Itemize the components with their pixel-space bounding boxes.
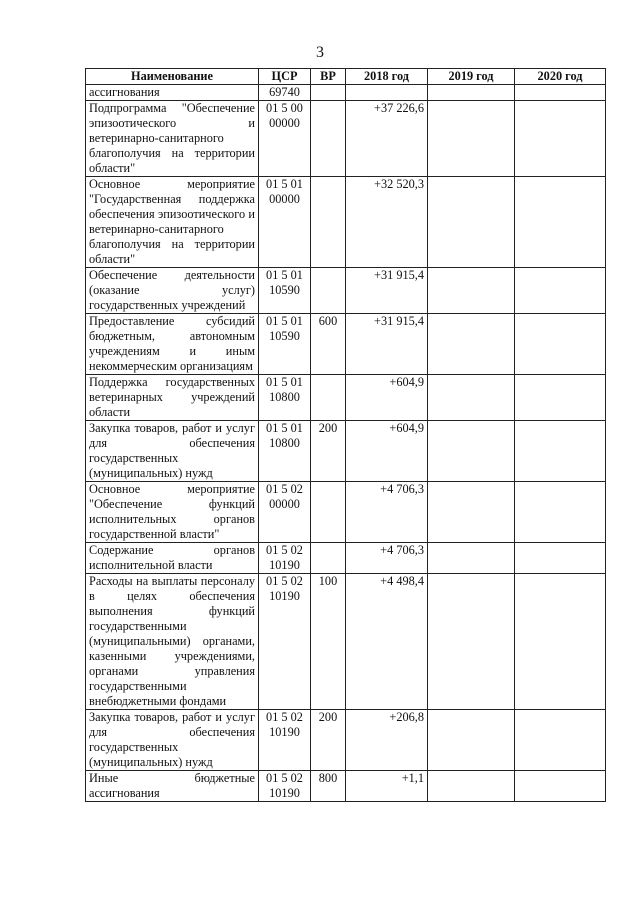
- row-2019: [428, 421, 515, 482]
- row-vr: 100: [311, 574, 346, 710]
- row-csr-code: 01 5 01: [266, 177, 303, 191]
- row-csr-code: 01 5 02: [266, 710, 303, 724]
- row-name: Закупка товаров, работ и услуг для обеспечения государственных (муниципальных) нужд: [86, 710, 259, 771]
- row-2018: +604,9: [346, 421, 428, 482]
- row-vr: [311, 101, 346, 177]
- row-csr-suffix: 10190: [269, 725, 300, 739]
- row-2020: [515, 771, 606, 802]
- row-csr-code: 01 5 00: [266, 101, 303, 115]
- table-row: [86, 710, 606, 771]
- table-row-continued: [86, 85, 606, 101]
- table-row: [86, 314, 606, 375]
- row-csr: 69740: [259, 85, 311, 101]
- row-2018: +37 226,6: [346, 101, 428, 177]
- row-csr-suffix: 10800: [269, 390, 300, 404]
- row-csr: [259, 268, 311, 314]
- row-2020: [515, 482, 606, 543]
- row-name: Расходы на выплаты персоналу в целях обеспечения выполнения функций государственными (муниципальными) органами, казенными учреждениями, органами управления государственными внебюджетными фондами: [86, 574, 259, 710]
- row-csr-suffix: 10590: [269, 283, 300, 297]
- header-2020: 2020 год: [515, 69, 606, 85]
- row-name: ассигнования: [86, 85, 259, 101]
- row-name: Предоставление субсидий бюджетным, автономным учреждениям и иным некоммерческим организациям: [86, 314, 259, 375]
- row-csr-code: 01 5 02: [266, 771, 303, 785]
- row-2020: [515, 574, 606, 710]
- table-row: [86, 375, 606, 421]
- row-csr: [259, 771, 311, 802]
- page-number: 3: [316, 44, 324, 61]
- row-2018: +32 520,3: [346, 177, 428, 268]
- row-vr: [311, 177, 346, 268]
- row-csr-suffix: 10190: [269, 558, 300, 572]
- row-vr: [311, 543, 346, 574]
- row-name: Обеспечение деятельности (оказание услуг) государственных учреждений: [86, 268, 259, 314]
- row-2020: [515, 314, 606, 375]
- row-csr-code: 01 5 01: [266, 314, 303, 328]
- row-vr: [311, 268, 346, 314]
- row-csr: [259, 482, 311, 543]
- table-row: [86, 482, 606, 543]
- table-row: [86, 101, 606, 177]
- row-csr-code: 01 5 01: [266, 268, 303, 282]
- row-2020: [515, 421, 606, 482]
- row-2020: [515, 375, 606, 421]
- row-csr-suffix: 10590: [269, 329, 300, 343]
- row-2020: [515, 85, 606, 101]
- row-2019: [428, 710, 515, 771]
- header-name: Наименование: [86, 69, 259, 85]
- row-vr: [311, 85, 346, 101]
- row-2019: [428, 771, 515, 802]
- row-2020: [515, 710, 606, 771]
- row-2019: [428, 101, 515, 177]
- row-2018: +31 915,4: [346, 314, 428, 375]
- row-name: Подпрограмма "Обеспечение эпизоотического и ветеринарно-санитарного благополучия на территории области": [86, 101, 259, 177]
- row-csr: [259, 375, 311, 421]
- row-csr: [259, 101, 311, 177]
- row-vr: 600: [311, 314, 346, 375]
- row-2019: [428, 375, 515, 421]
- row-csr-suffix: 00000: [269, 116, 300, 130]
- row-csr: [259, 543, 311, 574]
- row-csr-code: 01 5 01: [266, 375, 303, 389]
- row-2019: [428, 268, 515, 314]
- row-csr: [259, 314, 311, 375]
- row-2020: [515, 177, 606, 268]
- budget-table: [85, 68, 606, 802]
- row-csr-suffix: 10190: [269, 589, 300, 603]
- row-vr: 200: [311, 710, 346, 771]
- row-name: Основное мероприятие "Обеспечение функций исполнительных органов государственной власти": [86, 482, 259, 543]
- row-2018: +4 706,3: [346, 543, 428, 574]
- row-name: Основное мероприятие "Государственная поддержка обеспечения эпизоотического и ветеринарно-санитарного благополучия на территории области": [86, 177, 259, 268]
- row-csr-code: 01 5 02: [266, 543, 303, 557]
- row-csr-code: 01 5 02: [266, 482, 303, 496]
- table-header-row: [86, 69, 606, 85]
- row-name: Содержание органов исполнительной власти: [86, 543, 259, 574]
- row-2019: [428, 314, 515, 375]
- header-csr: ЦСР: [259, 69, 311, 85]
- row-2019: [428, 177, 515, 268]
- row-vr: 800: [311, 771, 346, 802]
- row-vr: 200: [311, 421, 346, 482]
- row-2018: +4 706,3: [346, 482, 428, 543]
- header-vr: ВР: [311, 69, 346, 85]
- row-2019: [428, 85, 515, 101]
- row-2018: +31 915,4: [346, 268, 428, 314]
- row-2020: [515, 543, 606, 574]
- row-csr: [259, 710, 311, 771]
- row-name: Поддержка государственных ветеринарных учреждений области: [86, 375, 259, 421]
- row-csr-code: 01 5 01: [266, 421, 303, 435]
- row-csr-code: 01 5 02: [266, 574, 303, 588]
- row-2018: +4 498,4: [346, 574, 428, 710]
- row-2018: +604,9: [346, 375, 428, 421]
- header-2019: 2019 год: [428, 69, 515, 85]
- row-2019: [428, 574, 515, 710]
- row-csr-suffix: 10800: [269, 436, 300, 450]
- row-csr: [259, 574, 311, 710]
- row-csr-suffix: 10190: [269, 786, 300, 800]
- row-2019: [428, 543, 515, 574]
- row-2018: +206,8: [346, 710, 428, 771]
- row-2018: [346, 85, 428, 101]
- table-row: [86, 421, 606, 482]
- table-row: [86, 771, 606, 802]
- row-csr: [259, 177, 311, 268]
- row-2019: [428, 482, 515, 543]
- table-row: [86, 268, 606, 314]
- row-name: Закупка товаров, работ и услуг для обеспечения государственных (муниципальных) нужд: [86, 421, 259, 482]
- row-csr: [259, 421, 311, 482]
- row-name: Иные бюджетные ассигнования: [86, 771, 259, 802]
- table-row: [86, 574, 606, 710]
- row-vr: [311, 482, 346, 543]
- header-2018: 2018 год: [346, 69, 428, 85]
- row-vr: [311, 375, 346, 421]
- row-csr-suffix: 00000: [269, 497, 300, 511]
- row-2018: +1,1: [346, 771, 428, 802]
- row-2020: [515, 101, 606, 177]
- table-row: [86, 543, 606, 574]
- row-2020: [515, 268, 606, 314]
- row-csr-suffix: 00000: [269, 192, 300, 206]
- table-row: [86, 177, 606, 268]
